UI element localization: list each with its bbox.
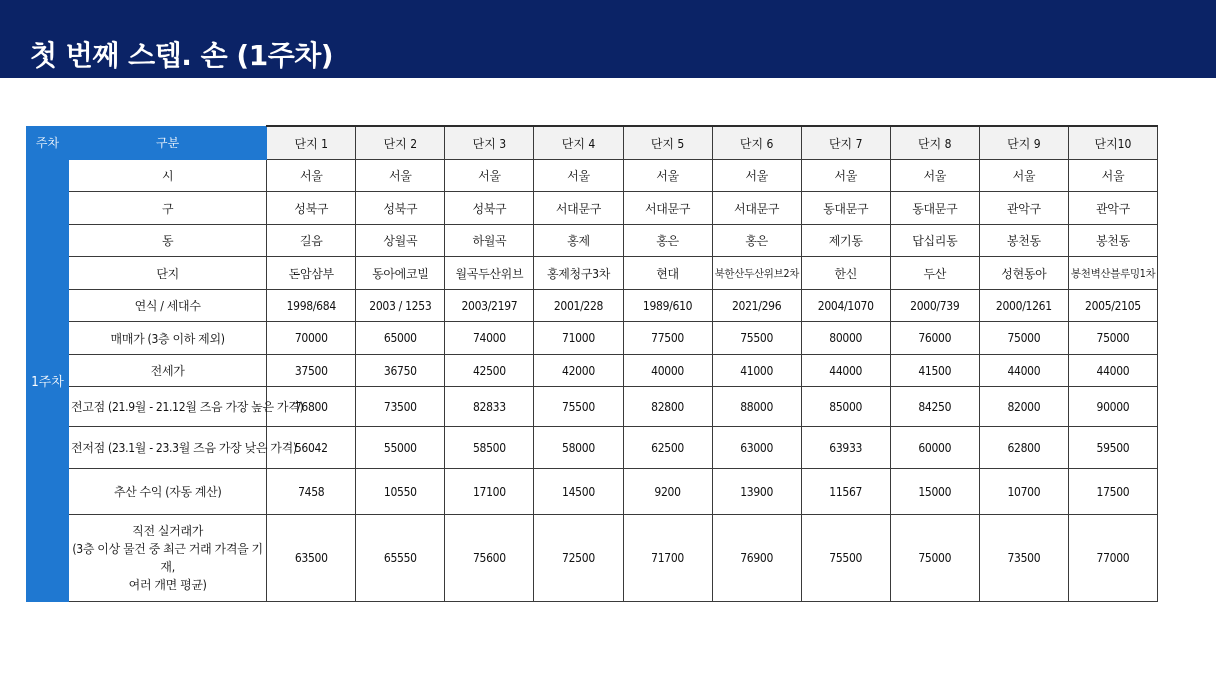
table-cell: 답십리동 (890, 225, 979, 257)
table-cell: 84250 (890, 387, 979, 427)
table-row (27, 322, 1158, 355)
table-cell: 76900 (712, 515, 801, 602)
table-row (27, 290, 1158, 322)
table-cell: 62800 (979, 427, 1068, 469)
table-row (27, 225, 1158, 257)
table-row (27, 469, 1158, 515)
table-cell: 36750 (356, 355, 445, 387)
table-cell: 서울 (445, 160, 534, 192)
slide-header (0, 0, 1216, 78)
row-label: 전세가 (69, 355, 267, 387)
table-cell: 9200 (623, 469, 712, 515)
header-complex: 단지 8 (890, 126, 979, 160)
table-cell: 73500 (979, 515, 1068, 602)
table-cell: 75000 (1068, 322, 1157, 355)
table-cell: 88000 (712, 387, 801, 427)
table-cell: 하월곡 (445, 225, 534, 257)
table-cell: 현대 (623, 257, 712, 290)
table-cell: 76800 (267, 387, 356, 427)
table-cell: 홍제 (534, 225, 623, 257)
table-cell: 60000 (890, 427, 979, 469)
table-cell: 봉천동 (979, 225, 1068, 257)
table-cell: 75000 (979, 322, 1068, 355)
table-cell: 성현동아 (979, 257, 1068, 290)
table-cell: 55000 (356, 427, 445, 469)
table-cell: 상월곡 (356, 225, 445, 257)
header-complex: 단지 3 (445, 126, 534, 160)
table-cell: 73500 (356, 387, 445, 427)
table-cell: 71000 (534, 322, 623, 355)
table-cell: 17500 (1068, 469, 1157, 515)
table-cell: 7458 (267, 469, 356, 515)
table-cell: 44000 (979, 355, 1068, 387)
row-label: 매매가 (3층 이하 제외) (69, 322, 267, 355)
table-cell: 80000 (801, 322, 890, 355)
week-label-cell: 1주차 (27, 160, 69, 602)
row-label: 구 (69, 192, 267, 225)
table-cell: 서울 (979, 160, 1068, 192)
table-cell: 서대문구 (712, 192, 801, 225)
table-cell: 홍제청구3차 (534, 257, 623, 290)
table-cell: 관악구 (1068, 192, 1157, 225)
table-cell: 두산 (890, 257, 979, 290)
table-cell: 11567 (801, 469, 890, 515)
table-cell: 홍은 (712, 225, 801, 257)
row-label: 연식 / 세대수 (69, 290, 267, 322)
row-label: 직전 실거래가 (3층 이상 물건 중 최근 거래 가격을 기재, 여러 개면 평균) (69, 515, 267, 602)
header-complex: 단지 1 (267, 126, 356, 160)
table-cell: 41000 (712, 355, 801, 387)
table-row (27, 160, 1158, 192)
table-cell: 동아에코빌 (356, 257, 445, 290)
table-cell: 75500 (712, 322, 801, 355)
table-cell: 서울 (712, 160, 801, 192)
header-week: 주차 (27, 126, 69, 160)
table-cell: 제기동 (801, 225, 890, 257)
table-cell: 서울 (1068, 160, 1157, 192)
table-row (27, 257, 1158, 290)
table-cell: 2003/2197 (445, 290, 534, 322)
table-cell: 90000 (1068, 387, 1157, 427)
header-complex: 단지 6 (712, 126, 801, 160)
table-cell: 74000 (445, 322, 534, 355)
table-cell: 2004/1070 (801, 290, 890, 322)
header-complex: 단지 7 (801, 126, 890, 160)
table-cell: 길음 (267, 225, 356, 257)
table-cell: 77500 (623, 322, 712, 355)
table-cell: 85000 (801, 387, 890, 427)
table-cell: 북한산두산위브2차 (712, 257, 801, 290)
table-cell: 37500 (267, 355, 356, 387)
complex-table (26, 125, 1158, 602)
table-cell: 홍은 (623, 225, 712, 257)
page-title: 첫 번째 스텝. 손 (1주차) (30, 39, 334, 72)
header-category: 구분 (69, 126, 267, 160)
table-cell: 58500 (445, 427, 534, 469)
table-row (27, 192, 1158, 225)
table-cell: 58000 (534, 427, 623, 469)
table-cell: 75500 (801, 515, 890, 602)
table-cell: 서울 (623, 160, 712, 192)
table-cell: 70000 (267, 322, 356, 355)
row-label: 단지 (69, 257, 267, 290)
table-cell: 71700 (623, 515, 712, 602)
table-cell: 82000 (979, 387, 1068, 427)
table-cell: 성북구 (356, 192, 445, 225)
table-cell: 서울 (356, 160, 445, 192)
table-cell: 서울 (890, 160, 979, 192)
table-cell: 42500 (445, 355, 534, 387)
table-cell: 63500 (267, 515, 356, 602)
table-cell: 서대문구 (534, 192, 623, 225)
table-cell: 관악구 (979, 192, 1068, 225)
header-complex: 단지 5 (623, 126, 712, 160)
table-cell: 14500 (534, 469, 623, 515)
table-cell: 44000 (801, 355, 890, 387)
header-complex: 단지 9 (979, 126, 1068, 160)
table-cell: 동대문구 (801, 192, 890, 225)
row-label: 추산 수익 (자동 계산) (69, 469, 267, 515)
table-cell: 서울 (534, 160, 623, 192)
table-cell: 76000 (890, 322, 979, 355)
table-cell: 서울 (267, 160, 356, 192)
table-cell: 65000 (356, 322, 445, 355)
row-label: 동 (69, 225, 267, 257)
table-cell: 서울 (801, 160, 890, 192)
table-cell: 40000 (623, 355, 712, 387)
table-cell: 1998/684 (267, 290, 356, 322)
table-cell: 2000/739 (890, 290, 979, 322)
table-cell: 2021/296 (712, 290, 801, 322)
table-cell: 82800 (623, 387, 712, 427)
header-complex: 단지 4 (534, 126, 623, 160)
row-label: 전고점 (21.9월 - 21.12월 즈음 가장 높은 가격) (69, 387, 267, 427)
row-label: 시 (69, 160, 267, 192)
table-cell: 2005/2105 (1068, 290, 1157, 322)
header-complex: 단지 2 (356, 126, 445, 160)
table-cell: 2003 / 1253 (356, 290, 445, 322)
table-cell: 봉천동 (1068, 225, 1157, 257)
table-cell: 성북구 (445, 192, 534, 225)
table-cell: 63000 (712, 427, 801, 469)
table-cell: 봉천벽산블루밍1차 (1068, 257, 1157, 290)
table-cell: 62500 (623, 427, 712, 469)
table-header-row (27, 126, 1158, 160)
table-cell: 월곡두산위브 (445, 257, 534, 290)
table-cell: 성북구 (267, 192, 356, 225)
complex-table-container (26, 125, 1158, 601)
row-label: 전저점 (23.1월 - 23.3월 즈음 가장 낮은 가격) (69, 427, 267, 469)
table-row (27, 427, 1158, 469)
table-cell: 돈암삼부 (267, 257, 356, 290)
table-cell: 동대문구 (890, 192, 979, 225)
table-row (27, 355, 1158, 387)
table-cell: 41500 (890, 355, 979, 387)
table-cell: 서대문구 (623, 192, 712, 225)
table-cell: 65550 (356, 515, 445, 602)
table-cell: 1989/610 (623, 290, 712, 322)
table-cell: 44000 (1068, 355, 1157, 387)
table-cell: 13900 (712, 469, 801, 515)
table-cell: 15000 (890, 469, 979, 515)
table-cell: 75500 (534, 387, 623, 427)
table-cell: 17100 (445, 469, 534, 515)
table-row (27, 387, 1158, 427)
table-cell: 2001/228 (534, 290, 623, 322)
table-cell: 2000/1261 (979, 290, 1068, 322)
table-cell: 77000 (1068, 515, 1157, 602)
table-cell: 10550 (356, 469, 445, 515)
table-cell: 63933 (801, 427, 890, 469)
table-row (27, 515, 1158, 602)
header-complex: 단지10 (1068, 126, 1157, 160)
table-cell: 56042 (267, 427, 356, 469)
table-cell: 59500 (1068, 427, 1157, 469)
table-cell: 10700 (979, 469, 1068, 515)
table-cell: 42000 (534, 355, 623, 387)
table-cell: 75000 (890, 515, 979, 602)
table-cell: 72500 (534, 515, 623, 602)
table-cell: 한신 (801, 257, 890, 290)
table-cell: 82833 (445, 387, 534, 427)
table-body (27, 160, 1158, 602)
table-cell: 75600 (445, 515, 534, 602)
